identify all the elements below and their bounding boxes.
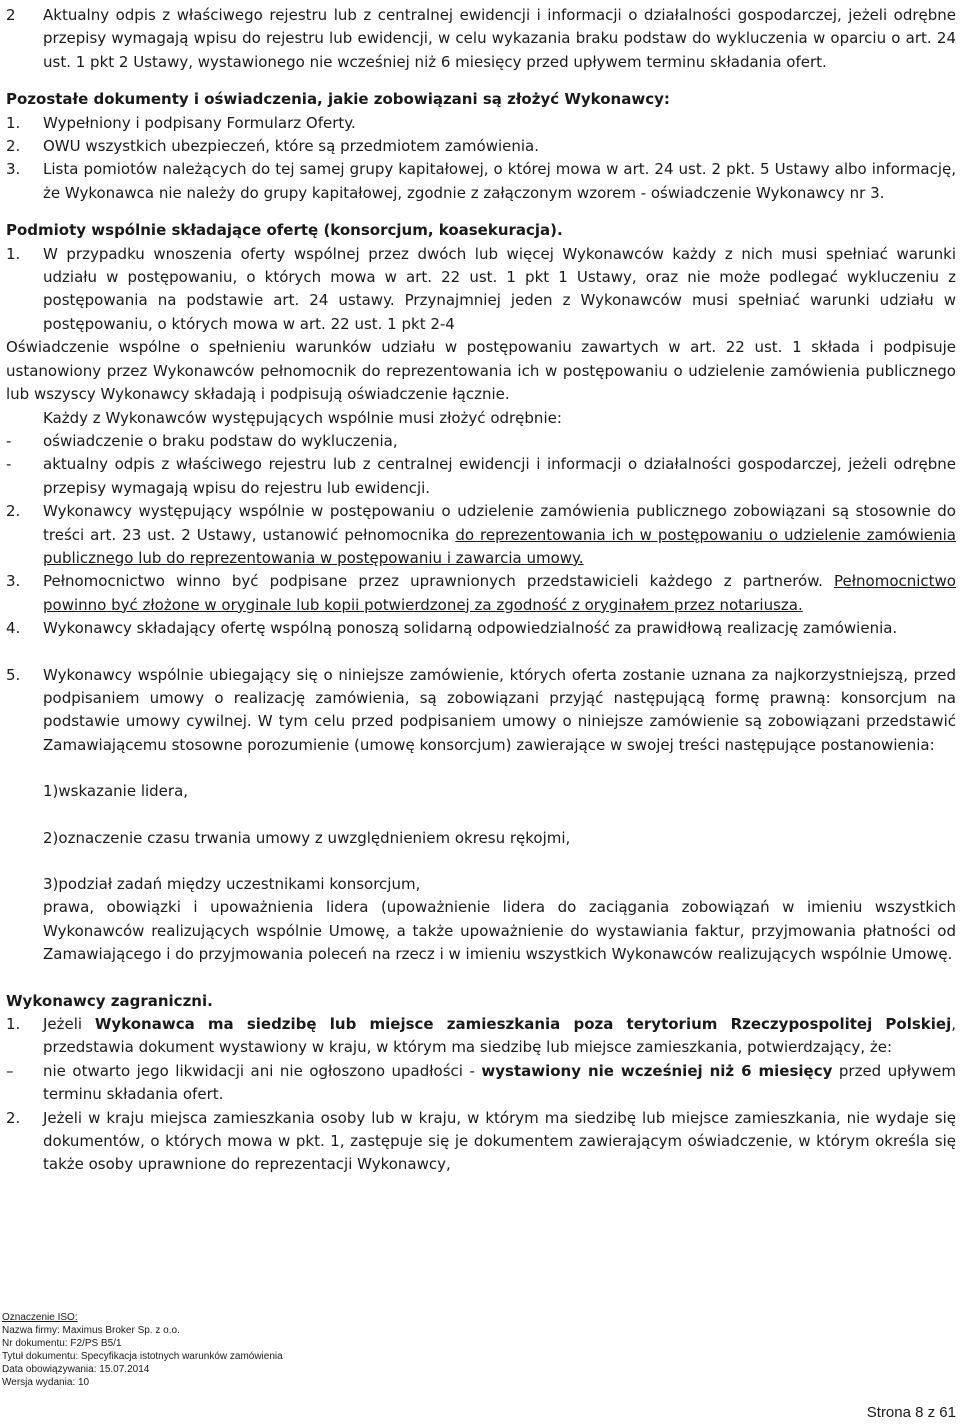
dash-item — [6, 430, 956, 453]
consortium-point: 1)wskazanie lidera, — [43, 782, 189, 801]
list-text: Wykonawcy występujący wspólnie w postępowaniu o udzielenie zamówienia publicznego zobowiązani są stosownie do treści art. 23 ust. 2 Ustawy, ustanowić pełnomocnika — [43, 502, 956, 544]
list-number: 1. — [6, 113, 21, 132]
list-text: Wypełniony i podpisany Formularz Oferty. — [43, 113, 356, 132]
paragraph: prawa, obowiązki i upoważnienia lidera (upoważnienie lidera do zaciągania zobowiązań w imieniu wszystkich Wykonawców realizujących wspólnie Umowę, a także upoważnienie do wystawiania faktur, przyjmowania płatności od Zamawiającego i do przyjmowania poleceń na rzecz i w imieniu wszystkich Wykonawców realizujących wspólnie Umowę. — [43, 898, 956, 964]
list-number: 2. — [6, 1108, 21, 1127]
underlined-text: do reprezentowania ich w postępowaniu o udzielenie zamówienia publicznego lub do reprezentowania w postępowaniu i zawarcia umowy. — [43, 525, 956, 567]
list-number: 5. — [6, 665, 21, 684]
section-heading-foreign: Wykonawcy zagraniczni. — [6, 991, 213, 1010]
list-item — [6, 135, 956, 158]
footer-company: Nazwa firmy: Maximus Broker Sp. z o.o. — [2, 1325, 180, 1336]
list-number: 2 — [6, 6, 16, 24]
list-text: Pełnomocnictwo winno być podpisane przez uprawnionych przedstawicieli każdego z partnerów. — [43, 572, 835, 591]
dash-item — [6, 453, 956, 500]
list-text: OWU wszystkich ubezpieczeń, które są przedmiotem zamówienia. — [43, 137, 539, 156]
list-text: Lista pomiotów należących do tej samej grupy kapitałowej, o której mowa w art. 24 ust. 2 pkt. 5 Ustawy albo informację, że Wykonawca nie należy do grupy kapitałowej, zgodnie z załączonym wzorem - oświadczenie Wykonawcy nr 3. — [43, 160, 956, 202]
paragraph: Oświadczenie wspólne o spełnieniu warunków udziału w postępowaniu zawartych w art. 22 ust. 1 składa i podpisuje ustanowiony przez Wykonawców pełnomocnik do reprezentowania ich w postępowaniu o udzielenie zamówienia publicznego lub wszyscy Wykonawcy składają i podpisują oświadczenie łącznie. — [6, 338, 956, 404]
list-item — [6, 158, 956, 205]
dash-text: nie otwarto jego likwidacji ani nie ogłoszono upadłości - — [43, 1061, 482, 1080]
list-item — [6, 1107, 956, 1177]
paragraph: Każdy z Wykonawców występujących wspólnie musi złożyć odrębnie: — [43, 408, 562, 427]
footer-iso-label: Oznaczenie ISO: — [2, 1312, 78, 1323]
list-number: 2. — [6, 502, 21, 521]
document-footer — [2, 1311, 958, 1389]
page-number: Strona 8 z 61 — [866, 1404, 956, 1421]
list-item — [6, 243, 956, 337]
list-number: 1. — [6, 244, 21, 263]
list-text: Jeżeli w kraju miejsca zamieszkania osoby lub w kraju, w którym ma siedzibę lub miejsce zamieszkania, nie wydaje się dokumentów, o których mowa w pkt. 1, zastępuje się je dokumentem zawierającym oświadczenie, w którym określa się także osoby uprawnione do reprezentacji Wykonawcy, — [43, 1108, 956, 1174]
dash-text: przed upływem terminu składania ofert. — [43, 1061, 956, 1104]
bold-text: Wykonawca ma siedzibę lub miejsce zamieszkania poza terytorium Rzeczypospolitej Polskiej — [94, 1015, 952, 1034]
document-page — [6, 4, 956, 1177]
consortium-point: 2)oznaczenie czasu trwania umowy z uwzględnieniem okresu rękojmi, — [43, 828, 571, 847]
dash-text: oświadczenie o braku podstaw do wykluczenia, — [43, 431, 398, 450]
footer-version: Wersja wydania: 10 — [2, 1377, 90, 1388]
list-item — [6, 664, 956, 758]
list-number: 4. — [6, 619, 21, 638]
dash-marker: – — [6, 1061, 14, 1080]
dash-marker: - — [6, 455, 12, 474]
list-text: Wykonawcy wspólnie ubiegający się o niniejsze zamówienie, których oferta zostanie uznana za najkorzystniejszą, przed podpisaniem umowy o realizację zamówienia, są zobowiązani przyjąć następującą formę prawną: konsorcjum na podstawie umowy cywilnej. W tym celu przed podpisaniem umowy o niniejsze zamówienie są zobowiązani przedstawić Zamawiającemu stosowne porozumienie (umowę konsorcjum) zawierające w swojej treści następujące postanowienia: — [43, 665, 956, 754]
list-text: W przypadku wnoszenia oferty wspólnej przez dwóch lub więcej Wykonawców każdy z nich musi spełniać warunki udziału w postępowaniu, o których mowa w art. 22 ust. 1 pkt 1 Ustawy, oraz nie może podlegać wykluczeniu z postępowania na podstawie art. 24 ustawy. Przynajmniej jeden z Wykonawców musi spełniać warunki udziału w postępowaniu, o których mowa w art. 22 ust. 1 pkt 2-4 — [43, 244, 956, 333]
consortium-point: 3)podział zadań między uczestnikami konsorcjum, — [43, 875, 421, 893]
section-heading-other-docs: Pozostałe dokumenty i oświadczenia, jakie zobowiązani są złożyć Wykonawcy: — [6, 90, 670, 109]
footer-valid-from: Data obowiązywania: 15.07.2014 — [2, 1364, 150, 1375]
list-text: Aktualny odpis z właściwego rejestru lub z centralnej ewidencji i informacji o działalności gospodarczej, jeżeli odrębne przepisy wymagają wpisu do rejestru lub ewidencji, w celu wykazania braku podstaw do wykluczenia w oparciu o art. 24 ust. 1 pkt 2 Ustawy, wystawionego nie wcześniej niż 6 miesięcy przed upływem terminu składania ofert. — [43, 6, 956, 71]
list-number: 1. — [6, 1015, 21, 1034]
list-item — [6, 500, 956, 570]
list-number: 2. — [6, 137, 21, 156]
list-text: Jeżeli — [43, 1015, 95, 1034]
underlined-text: Pełnomocnictwo powinno być złożone w oryginale lub kopii potwierdzonej za zgodność z oryginałem przez notariusza. — [43, 572, 956, 614]
list-number: 3. — [6, 160, 21, 179]
section-heading-consortium: Podmioty wspólnie składające ofertę (konsorcjum, koasekuracja). — [6, 221, 563, 240]
list-text: Wykonawcy składający ofertę wspólną ponoszą solidarną odpowiedzialność za prawidłową realizację zamówienia. — [43, 619, 898, 638]
bold-text: wystawiony nie wcześniej niż 6 miesięcy — [481, 1061, 833, 1080]
footer-doc-number: Nr dokumentu: F2/PS B5/1 — [2, 1338, 122, 1349]
list-number: 3. — [6, 572, 21, 591]
list-item — [6, 112, 956, 135]
list-item — [6, 4, 956, 74]
list-text: , przedstawia dokument wystawiony w kraju, w którym ma siedzibę lub miejsce zamieszkania, potwierdzający, że: — [43, 1015, 956, 1057]
list-item — [6, 570, 956, 617]
dash-text: aktualny odpis z właściwego rejestru lub z centralnej ewidencji i informacji o działalności gospodarczej, jeżeli odrębne przepisy wymagają wpisu do rejestru lub ewidencji. — [43, 455, 956, 497]
footer-doc-title: Tytuł dokumentu: Specyfikacja istotnych warunków zamówienia — [2, 1351, 283, 1362]
dash-marker: - — [6, 431, 12, 450]
dash-item — [6, 1060, 956, 1107]
list-item — [6, 617, 956, 640]
list-item — [6, 1013, 956, 1060]
